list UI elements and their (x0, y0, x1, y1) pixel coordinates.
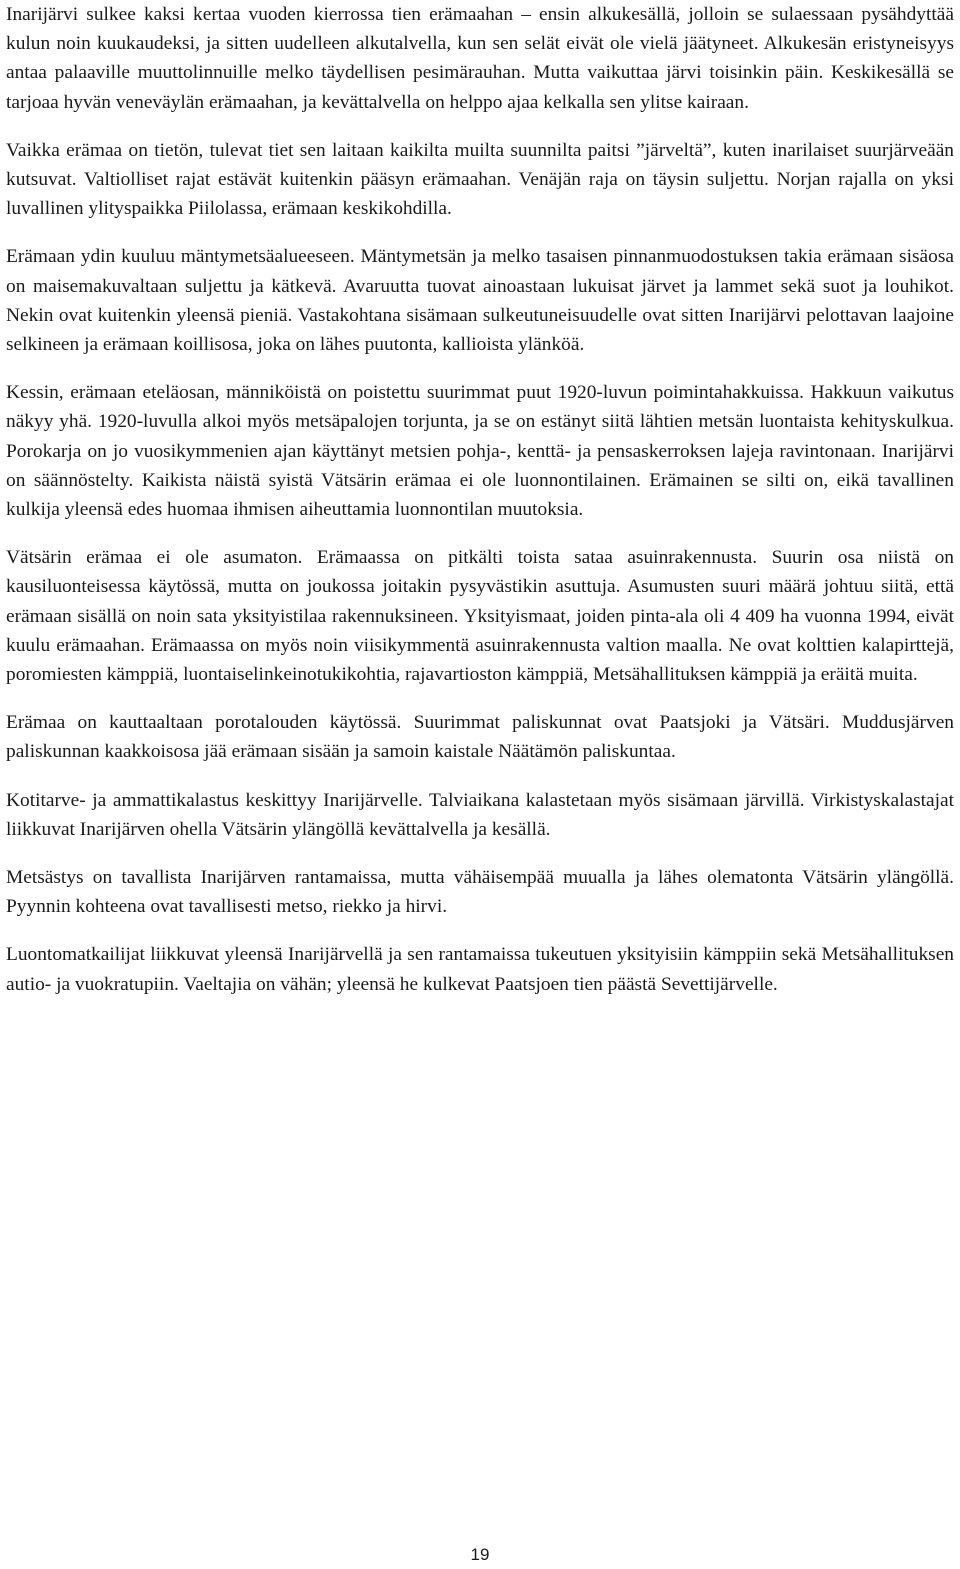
paragraph-9: Luontomatkailijat liikkuvat yleensä Inarijärvellä ja sen rantamaissa tukeutuen yksityisiin kämppiin sekä Metsähallituksen autio- ja vuokratupiin. Vaeltajia on vähän; yleensä he kulkevat Paatsjoen tien päästä Sevettijärvelle. (6, 944, 954, 995)
paragraph-6: Erämaa on kauttaaltaan porotalouden käytössä. Suurimmat paliskunnat ovat Paatsjoki ja Vätsäri. Muddusjärven paliskunnan kaakkoisosa jää erämaan sisään ja samoin kaistale Näätämön paliskuntaa. (6, 712, 954, 763)
paragraph-3: Erämaan ydin kuuluu mäntymetsäalueeseen. Mäntymetsän ja melko tasaisen pinnanmuodostuksen takia erämaan sisäosa on maisemakuvaltaan suljettu ja kätkevä. Avaruutta tuovat ainoastaan lukuisat järvet ja lammet sekä suot ja louhikot. Nekin ovat kuitenkin yleensä pieniä. Vastakohtana sisämaan sulkeutuneisuudelle ovat sitten Inarijärvi pelottavan laajoine selkineen ja erämaan koillisosa, joka on lähes puutonta, kallioista ylänköä. (6, 246, 954, 356)
document-body (6, 0, 954, 1018)
paragraph-8: Metsästys on tavallista Inarijärven rantamaissa, mutta vähäisempää muualla ja lähes olematonta Vätsärin ylängöllä. Pyynnin kohteena ovat tavallisesti metso, riekko ja hirvi. (6, 867, 954, 918)
paragraph-2: Vaikka erämaa on tietön, tulevat tiet sen laitaan kaikilta muilta suunnilta paitsi ”järveltä”, kuten inarilaiset suurjärveään kutsuvat. Valtiolliset rajat estävät kuitenkin pääsyn erämaahan. Venäjän raja on täysin suljettu. Norjan rajalla on yksi luvallinen ylityspaikka Piilolassa, erämaan keskikohdilla. (6, 139, 954, 220)
page-number: 19 (470, 1545, 490, 1564)
paragraph-4: Kessin, erämaan eteläosan, männiköistä on poistettu suurimmat puut 1920-luvun poimintahakkuissa. Hakkuun vaikutus näkyy yhä. 1920-luvulla alkoi myös metsäpalojen torjunta, ja se on estänyt siitä lähtien metsän luontaista kehityskulkua. Porokarja on jo vuosikymmenien ajan käyttänyt metsien pohja-, kenttä- ja pensaskerroksen lajeja ravintonaan. Inarijärvi on säännöstelty. Kaikista näistä syistä Vätsärin erämaa ei ole luonnontilainen. Erämainen se silti on, eikä tavallinen kulkija yleensä edes huomaa ihmisen aiheuttamia luonnontilan muutoksia. (6, 382, 954, 521)
paragraph-1: Inarijärvi sulkee kaksi kertaa vuoden kierrossa tien erämaahan – ensin alkukesällä, jolloin se sulaessaan pysähdyttää kulun noin kuukaudeksi, ja sitten uudelleen alkutalvella, kun sen selät eivät ole vielä jäätyneet. Alkukesän eristyneisyys antaa palaaville muuttolinnuille melko täydellisen pesimärauhan. Mutta vaikuttaa järvi toisinkin päin. Keskikesällä se tarjoaa hyvän veneväylän erämaahan, ja kevättalvella on helppo ajaa kelkalla sen ylitse kairaan. (6, 4, 954, 113)
paragraph-5: Vätsärin erämaa ei ole asumaton. Erämaassa on pitkälti toista sataa asuinrakennusta. Suurin osa niistä on kausiluonteisessa käytössä, mutta on joukossa joitakin pysyvästikin asuttuja. Asumusten suuri määrä johtuu siitä, että erämaan sisällä on noin sata yksityistilaa rakennuksineen. Yksityismaat, joiden pinta-ala oli 4 409 ha vuonna 1994, eivät kuulu erämaahan. Erämaassa on myös noin viisikymmentä asuinrakennusta valtion maalla. Ne ovat kolttien kalapirttejä, poromiesten kämppiä, luontaiselinkeinotukikohtia, rajavartioston kämppiä, Metsähallituksen kämppiä ja eräitä muita. (6, 547, 954, 686)
paragraph-7: Kotitarve- ja ammattikalastus keskittyy Inarijärvelle. Talviaikana kalastetaan myös sisämaan järvillä. Virkistyskalastajat liikkuvat Inarijärven ohella Vätsärin ylängöllä kevättalvella ja kesällä. (6, 789, 954, 840)
